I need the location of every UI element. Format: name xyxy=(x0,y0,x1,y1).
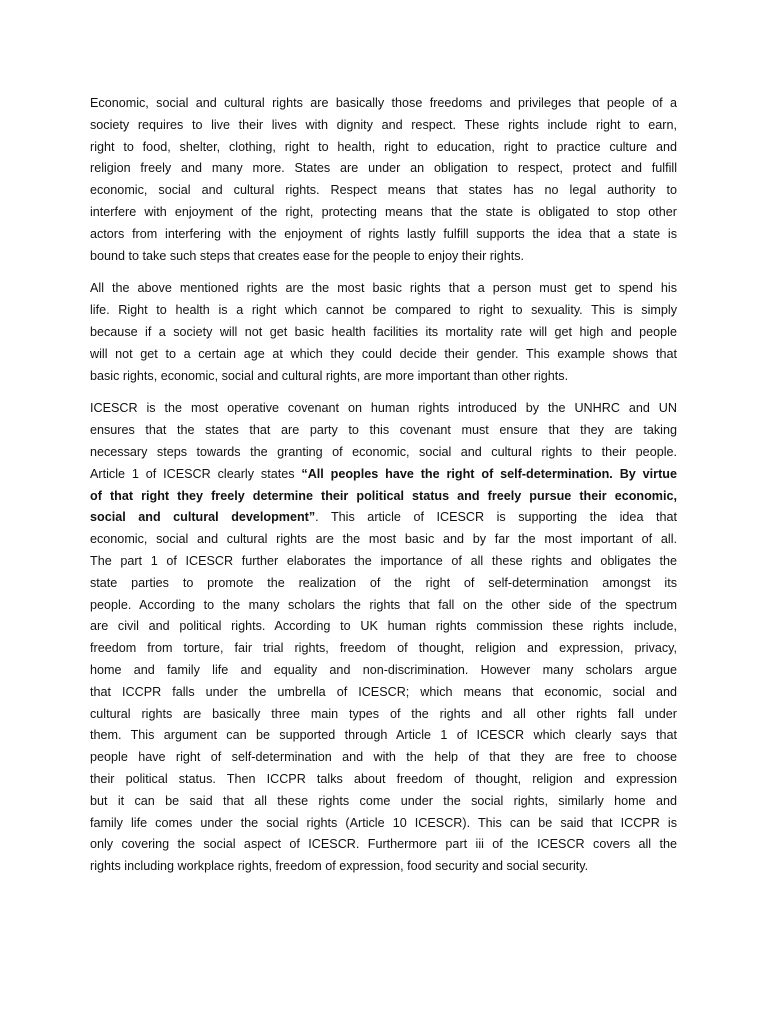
text-line xyxy=(90,300,677,322)
text-line xyxy=(90,278,677,300)
text-line xyxy=(90,464,677,486)
text-line xyxy=(90,573,677,595)
text-segment: them. This argument can be supported through Article 1 of ICESCR which clearly says that xyxy=(90,728,677,743)
text-segment: cultural rights are basically three main types of the rights and all other rights fall under xyxy=(90,706,677,721)
paragraph-3 xyxy=(90,398,677,878)
text-segment: bound to take such steps that creates ease for the people to enjoy their rights. xyxy=(90,248,525,263)
paragraph-1 xyxy=(90,93,677,267)
text-line xyxy=(90,398,677,420)
text-line xyxy=(90,682,677,704)
text-segment: only covering the social aspect of ICESCR. Furthermore part iii of the ICESCR covers all the xyxy=(90,837,677,852)
text-line xyxy=(90,344,677,366)
text-line xyxy=(90,224,677,246)
text-segment: ensures that the states that are party to this covenant must ensure that they are taking xyxy=(90,423,677,438)
text-line xyxy=(90,137,677,159)
text-segment: are civil and political rights. According to UK human rights commission these rights include, xyxy=(90,619,677,634)
text-line xyxy=(90,420,677,442)
text-segment: necessary steps towards the granting of economic, social and cultural rights to their people. xyxy=(90,444,677,459)
text-line xyxy=(90,769,677,791)
text-segment: state parties to promote the realization of the right of self-determination amongst its xyxy=(90,575,677,590)
text-segment: interfere with enjoyment of the right, protecting means that the state is obligated to stop other xyxy=(90,204,677,219)
text-segment: people. According to the many scholars the rights that fall on the other side of the spectrum xyxy=(90,597,677,612)
text-segment: home and family life and equality and non-discrimination. However many scholars argue xyxy=(90,662,677,677)
text-segment: economic, social and cultural rights are the most basic and by far the most important of all. xyxy=(90,532,677,547)
paragraph-2 xyxy=(90,278,677,387)
text-segment: because if a society will not get basic health facilities its mortality rate will get high and people xyxy=(90,324,677,339)
text-segment: religion freely and many more. States are under an obligation to respect, protect and fulfill xyxy=(90,161,677,176)
text-line xyxy=(90,616,677,638)
text-line xyxy=(90,246,677,268)
text-segment: Economic, social and cultural rights are basically those freedoms and privileges that people of a xyxy=(90,96,677,110)
text-line xyxy=(90,856,677,878)
text-line xyxy=(90,486,677,508)
text-segment: basic rights, economic, social and cultural rights, are more important than other rights. xyxy=(90,368,569,383)
text-segment: right to food, shelter, clothing, right to health, right to education, right to practice culture and xyxy=(90,139,677,154)
text-segment: ICESCR is the most operative covenant on human rights introduced by the UNHRC and UN xyxy=(90,401,677,416)
text-line xyxy=(90,725,677,747)
text-segment: rights including workplace rights, freedom of expression, food security and social security. xyxy=(90,859,589,874)
text-line xyxy=(90,813,677,835)
text-line xyxy=(90,93,677,115)
text-line xyxy=(90,660,677,682)
text-segment: their political status. Then ICCPR talks about freedom of thought, religion and expression xyxy=(90,771,677,786)
text-line xyxy=(90,322,677,344)
bold-quote-text: social and cultural development” xyxy=(90,510,316,525)
text-segment: The part 1 of ICESCR further elaborates the importance of all these rights and obligates the xyxy=(90,553,677,568)
text-segment: society requires to live their lives with dignity and respect. These rights include right to earn, xyxy=(90,117,677,132)
text-line xyxy=(90,442,677,464)
text-line xyxy=(90,834,677,856)
text-line xyxy=(90,529,677,551)
text-segment: All the above mentioned rights are the most basic rights that a person must get to spend his xyxy=(90,281,677,296)
text-segment: freedom from torture, fair trial rights, freedom of thought, religion and expression, privacy, xyxy=(90,641,677,656)
text-segment: that ICCPR falls under the umbrella of ICESCR; which means that economic, social and xyxy=(90,684,677,699)
text-line xyxy=(90,202,677,224)
text-line xyxy=(90,551,677,573)
text-line xyxy=(90,366,677,388)
text-line xyxy=(90,638,677,660)
text-segment: Article 1 of ICESCR clearly states xyxy=(90,466,302,481)
text-line xyxy=(90,791,677,813)
text-line xyxy=(90,507,677,529)
text-segment: . This article of ICESCR is supporting the idea that xyxy=(315,510,677,525)
text-segment: economic, social and cultural rights. Respect means that states has no legal authority to xyxy=(90,183,677,198)
text-segment: actors from interfering with the enjoyment of rights lastly fulfill supports the idea that a state is xyxy=(90,226,677,241)
bold-quote-text: of that right they freely determine their political status and freely pursue their economic, xyxy=(90,488,677,503)
text-line xyxy=(90,115,677,137)
bold-quote-text: “All peoples have the right of self-determination. By virtue xyxy=(301,466,677,481)
text-line xyxy=(90,747,677,769)
text-line xyxy=(90,704,677,726)
text-segment: family life comes under the social rights (Article 10 ICESCR). This can be said that ICCPR is xyxy=(90,815,677,830)
document-body xyxy=(90,93,677,889)
text-segment: life. Right to health is a right which cannot be compared to right to sexuality. This is simply xyxy=(90,303,677,318)
text-line xyxy=(90,595,677,617)
text-line xyxy=(90,180,677,202)
text-segment: will not get to a certain age at which they could decide their gender. This example shows that xyxy=(90,346,677,361)
text-segment: but it can be said that all these rights come under the social rights, similarly home and xyxy=(90,793,677,808)
text-segment: people have right of self-determination and with the help of that they are free to choose xyxy=(90,750,677,765)
text-line xyxy=(90,158,677,180)
